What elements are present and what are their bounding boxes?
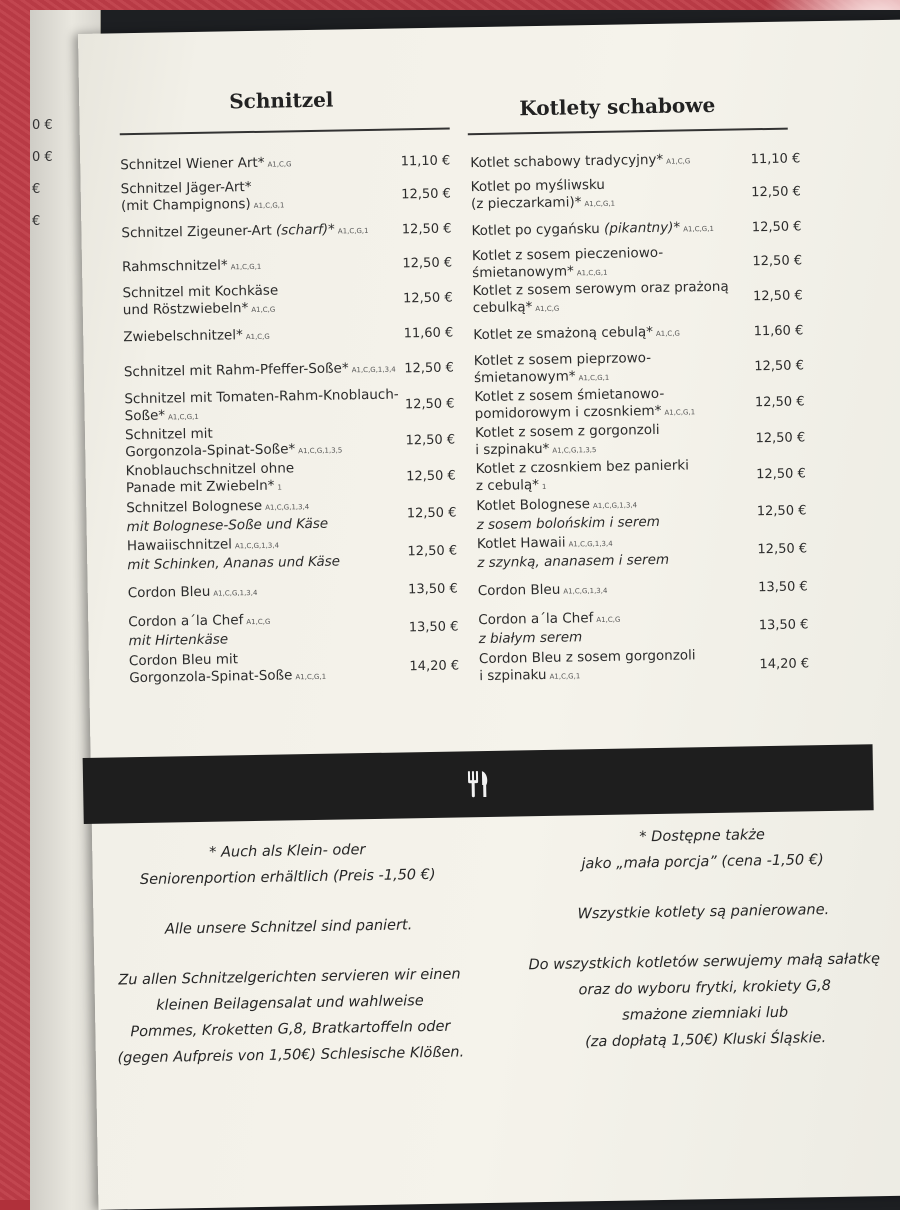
item-title: Schnitzel mit Rahm-Pfeffer-Soße* [123, 359, 349, 380]
menu-item [473, 313, 804, 353]
fork-knife-icon [465, 769, 492, 799]
item-title: Kotlet po myśliwsku [470, 176, 606, 196]
note-paragraph [94, 961, 486, 1072]
menu-item-price: 12,50 € [404, 359, 455, 376]
german-menu-list [120, 146, 459, 692]
note-line: Pommes, Kroketten G,8, Bratkartoffeln oder [130, 1018, 451, 1041]
menu-item-price: 12,50 € [756, 465, 806, 482]
item-title: Schnitzel Zigeuner-Art [121, 222, 272, 241]
note-line: oraz do wyboru frytki, krokiety G,8 [578, 978, 832, 999]
menu-item-name [121, 220, 368, 243]
item-subtitle: i szpinaku A1,C,G,1 [479, 666, 581, 685]
menu-item-name [129, 650, 326, 689]
menu-item-price: 12,50 € [756, 502, 807, 519]
menu-item-price: 12,50 € [402, 255, 453, 271]
divider-banner [83, 744, 874, 824]
allergen-codes: A1,C,G,1,3,4 [234, 541, 280, 551]
menu-item [124, 349, 455, 391]
menu-item [123, 315, 454, 355]
prev-price: 0 € [32, 150, 53, 165]
menu-item-price: 13,50 € [408, 618, 459, 635]
menu-item-price: 11,10 € [750, 150, 801, 167]
menu-item-name [125, 423, 343, 463]
menu-item-name [471, 218, 714, 241]
menu-item [125, 457, 456, 499]
note-line: Wszystkie kotlety są panierowane. [577, 902, 830, 923]
allergen-codes: A1,C,G,1 [664, 408, 696, 417]
allergen-codes: A1,C,G,1 [549, 672, 581, 681]
item-subtitle: i szpinaku* A1,C,G,1,3,5 [475, 440, 597, 459]
allergen-codes: A1,C,G,1,3,4 [592, 501, 638, 511]
item-title: Schnitzel mit Kochkäse [122, 282, 279, 302]
menu-item [121, 176, 452, 218]
menu-item-price: 12,50 € [405, 431, 456, 448]
menu-item-price: 14,20 € [409, 657, 460, 674]
menu-item-price: 12,50 € [755, 429, 806, 446]
menu-item-name [474, 385, 695, 425]
item-subtitle: Soße* A1,C,G,1 [124, 407, 199, 425]
menu-item-price: 14,20 € [759, 655, 810, 672]
note-line: * Auch als Klein- oder [209, 842, 366, 861]
menu-item-price: 12,50 € [401, 221, 452, 237]
menu-item-name [475, 422, 660, 461]
allergen-codes: A1,C,G,1 [337, 226, 369, 235]
allergen-codes: A1,C,G [535, 304, 560, 314]
menu-item [479, 643, 810, 689]
note-line: jako „mała porcja” (cena -1,50 €) [581, 852, 824, 873]
item-subtitle: (mit Champignons) A1,C,G,1 [120, 196, 285, 215]
menu-item-price: 12,50 € [752, 252, 803, 269]
menu-item [474, 383, 805, 425]
menu-binder [30, 10, 900, 1210]
menu-item-name [125, 460, 294, 499]
menu-item [476, 455, 807, 497]
item-description: mit Schinken, Ananas und Käse [127, 553, 341, 574]
item-title: Schnitzel Jäger-Art* [120, 178, 252, 198]
menu-item [122, 280, 453, 322]
allergen-codes: A1,C,G,1 [584, 199, 616, 209]
menu-item-name [127, 535, 340, 575]
item-title: Cordon Bleu mit [128, 651, 239, 670]
menu-item-name [128, 582, 258, 603]
menu-item-name [124, 359, 396, 383]
item-title-italic: (scharf)* [275, 221, 335, 239]
allergen-codes: A1,C,G,1 [168, 412, 199, 422]
menu-item-name [122, 283, 278, 322]
menu-item [126, 493, 457, 537]
allergen-codes: A1,C,G,1 [578, 373, 610, 383]
item-title: Kotlet z sosem śmietanowo- [474, 385, 665, 406]
menu-item [122, 246, 453, 286]
menu-item-name [128, 612, 271, 650]
note-line: (gegen Aufpreis von 1,50€) Schlesische Klößen. [117, 1044, 465, 1067]
item-title: Knoblauchschnitzel ohne [125, 460, 295, 480]
allergen-codes: A1,C,G [596, 615, 621, 625]
menu-item-price: 12,50 € [402, 290, 453, 306]
polish-title-rule [468, 128, 788, 136]
menu-item-price: 12,50 € [401, 186, 451, 202]
item-subtitle: Panade mit Zwiebeln* 1 [125, 477, 283, 497]
menu-item [475, 419, 806, 461]
polish-notes [512, 820, 896, 1081]
note-line: kleinen Beilagensalat und wahlweise [156, 993, 424, 1014]
menu-item-name [476, 495, 660, 534]
menu-item-price: 12,50 € [407, 542, 458, 559]
menu-item [127, 569, 458, 613]
item-title: Cordon Bleu [477, 581, 561, 599]
menu-item-price: 12,50 € [751, 218, 802, 235]
menu-item [477, 567, 808, 611]
menu-item-name [472, 245, 664, 284]
item-title: Rahmschnitzel* [121, 256, 228, 275]
menu-item [128, 607, 459, 651]
menu-item-name [472, 279, 729, 319]
item-description: mit Bolognese-Soße und Käse [126, 515, 329, 536]
menu-item [121, 212, 452, 252]
item-title: Kotlet z sosem pieczeniowo- [471, 244, 664, 265]
allergen-codes: A1,C,G,1 [295, 672, 327, 682]
allergen-codes: A1,C,G,1 [576, 268, 608, 278]
allergen-codes: A1,C,G,1,3,5 [298, 446, 343, 456]
menu-item-price: 13,50 € [758, 616, 809, 633]
menu-item-price: 13,50 € [407, 580, 458, 597]
menu-item-price: 13,50 € [758, 578, 808, 595]
menu-item [477, 529, 808, 573]
item-subtitle: und Röstzwiebeln* A1,C,G [122, 300, 276, 319]
polish-menu-list [470, 143, 809, 689]
item-title: Hawaiischnitzel [126, 536, 233, 555]
item-title: Cordon Bleu [127, 583, 211, 601]
prev-price: 0 € [32, 118, 53, 133]
menu-item-price: 12,50 € [754, 393, 805, 410]
german-title-rule [120, 128, 450, 136]
allergen-codes: 1 [541, 482, 547, 491]
menu-item-name [476, 457, 690, 497]
item-description: z białym serem [478, 629, 583, 648]
allergen-codes: A1,C,G [267, 159, 292, 169]
item-subtitle: z cebulą* 1 [475, 477, 547, 495]
menu-item [478, 605, 809, 649]
menu-item-price: 12,50 € [406, 504, 457, 521]
allergen-codes: A1,C,G,1,3,4 [213, 588, 258, 598]
item-subtitle: śmietanowym* A1,C,G,1 [472, 263, 608, 282]
menu-item-name [121, 178, 285, 217]
menu-item-name [478, 610, 621, 648]
note-line: Do wszystkich kotletów serwujemy małą sałatkę [528, 951, 881, 974]
item-title: Kotlet z sosem z gorgonzoli [474, 421, 660, 442]
item-title: Schnitzel mit Tomaten-Rahm-Knoblauch- [124, 386, 399, 408]
item-description: mit Hirtenkäse [128, 631, 229, 650]
item-title: Schnitzel Bolognese [126, 497, 263, 517]
menu-page [78, 19, 900, 1210]
item-subtitle: śmietanowym* A1,C,G,1 [473, 368, 610, 387]
previous-page-prices [32, 110, 53, 238]
note-line: Seniorenportion erhältlich (Preis -1,50 €) [139, 866, 436, 889]
item-title: Cordon a´la Chef [478, 610, 594, 629]
allergen-codes: A1,C,G,1 [683, 224, 714, 233]
menu-item-price: 11,60 € [403, 324, 454, 341]
note-paragraph [92, 835, 483, 894]
menu-item [127, 531, 458, 575]
menu-item [125, 421, 456, 463]
allergen-codes: A1,C,G,1 [230, 262, 262, 271]
item-title: Zwiebelschnitzel* [123, 326, 243, 345]
menu-item [471, 173, 802, 215]
item-subtitle: Gorgonzola-Spinat-Soße A1,C,G,1 [129, 667, 327, 687]
menu-item-name [474, 350, 652, 389]
note-paragraph [514, 946, 896, 1057]
note-line: Alle unsere Schnitzel sind paniert. [164, 917, 413, 938]
item-subtitle: Gorgonzola-Spinat-Soße* A1,C,G,1,3,5 [125, 441, 343, 461]
menu-item-price: 12,50 € [404, 395, 455, 412]
item-title: Kotlet ze smażoną cebulą* [473, 323, 654, 343]
item-title: Schnitzel Wiener Art* [120, 154, 265, 173]
item-title: Kotlet z sosem pieprzowo- [473, 350, 652, 370]
prev-price: € [32, 214, 41, 229]
menu-item-name [126, 497, 328, 537]
menu-item-price: 11,10 € [400, 153, 451, 169]
menu-item [476, 491, 807, 535]
allergen-codes: A1,C,G [246, 617, 271, 627]
item-title: Kotlet schabowy tradycyjny* [470, 151, 664, 171]
allergen-codes: 1 [277, 483, 283, 492]
item-title: Kotlet z czosnkiem bez panierki [475, 457, 690, 478]
menu-item-name [120, 154, 292, 176]
menu-item-price: 12,50 € [754, 357, 805, 374]
menu-item-price: 12,50 € [406, 467, 456, 484]
menu-item [474, 347, 805, 389]
item-title: Schnitzel mit [124, 425, 213, 444]
item-title: Cordon a´la Chef [128, 612, 244, 631]
menu-item-name [123, 326, 270, 348]
item-title: Kotlet Hawaii [476, 534, 566, 553]
note-paragraph [512, 820, 893, 879]
menu-item [472, 243, 803, 283]
note-line: * Dostępne także [639, 827, 765, 846]
note-line: Zu allen Schnitzelgerichten servieren wir einen [118, 966, 461, 989]
allergen-codes: A1,C,G [655, 329, 681, 338]
menu-item-name [478, 580, 608, 601]
allergen-codes: A1,C,G [245, 332, 270, 341]
allergen-codes: A1,C,G [251, 305, 276, 315]
menu-item-price: 12,50 € [751, 183, 801, 200]
item-title: Kotlet z sosem serowym oraz prażoną [472, 278, 729, 300]
menu-item-name [124, 386, 399, 427]
item-title: Cordon Bleu z sosem gorgonzoli [478, 647, 696, 668]
allergen-codes: A1,C,G [666, 156, 691, 166]
note-paragraph [513, 896, 893, 929]
menu-item-name [479, 647, 696, 687]
item-title: Kotlet Bolognese [476, 496, 591, 515]
allergen-codes: A1,C,G,1,3,4 [265, 503, 310, 512]
menu-item-name [470, 151, 690, 174]
menu-item-name [471, 177, 616, 216]
menu-item-name [473, 323, 680, 346]
menu-item-price: 11,60 € [753, 322, 804, 339]
menu-item-price: 12,50 € [757, 540, 808, 557]
allergen-codes: A1,C,G,1 [253, 201, 285, 210]
item-subtitle: pomidorowym i czosnkiem* A1,C,G,1 [474, 402, 696, 423]
note-line: smażone ziemniaki lub [622, 1004, 789, 1024]
menu-item [472, 277, 803, 319]
menu-item [124, 385, 455, 427]
item-title: Kotlet po cygańsku [471, 220, 600, 239]
item-description: z szynką, ananasem i serem [477, 551, 670, 572]
menu-item-name [122, 256, 262, 277]
allergen-codes: A1,C,G,1,3,4 [351, 365, 396, 374]
prev-price: € [32, 182, 41, 197]
item-description: z sosem bolońskim i serem [476, 513, 661, 534]
menu-item-price: 12,50 € [752, 287, 803, 304]
item-subtitle: (z pieczarkami)* A1,C,G,1 [470, 194, 616, 213]
allergen-codes: A1,C,G,1,3,4 [568, 539, 613, 549]
polish-section-title: Kotlety schabowe [519, 92, 716, 121]
item-title-italic: (pikantny)* [603, 219, 681, 237]
note-paragraph [93, 911, 483, 944]
item-subtitle: cebulką* A1,C,G [472, 299, 560, 317]
menu-item [129, 645, 460, 691]
note-line: (za dopłatą 1,50€) Kluski Śląskie. [585, 1030, 827, 1051]
german-notes [92, 835, 486, 1096]
menu-item [471, 209, 802, 249]
menu-item-name [477, 533, 669, 572]
allergen-codes: A1,C,G,1,3,5 [552, 446, 597, 455]
german-section-title: Schnitzel [228, 87, 334, 114]
allergen-codes: A1,C,G,1,3,4 [563, 586, 608, 596]
